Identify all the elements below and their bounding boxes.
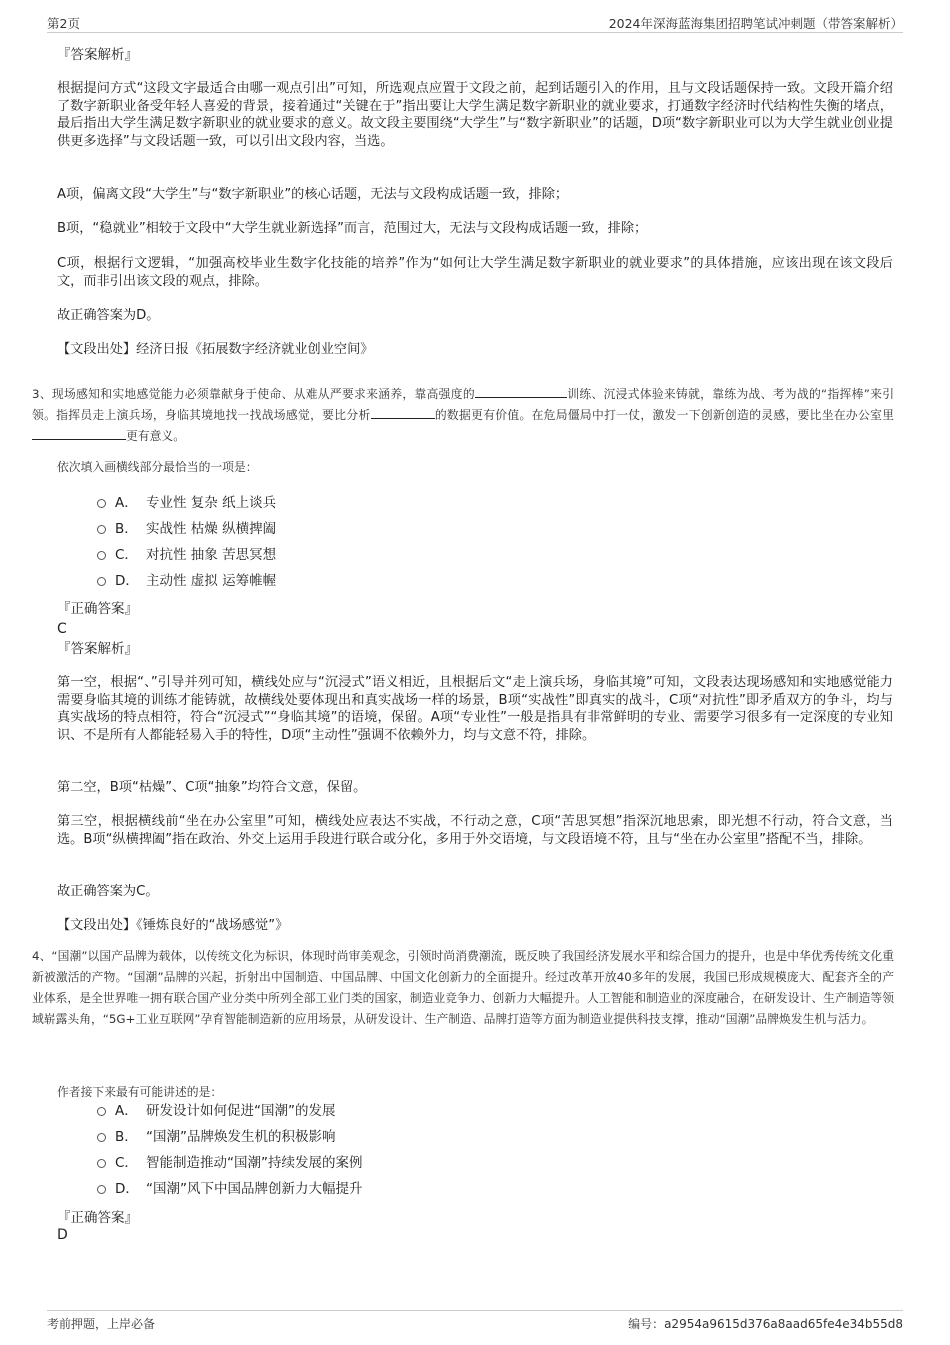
option-letter: A． (115, 1103, 138, 1119)
option-letter: B． (115, 521, 138, 537)
q3-answer-label: 『正确答案』 (57, 601, 138, 617)
page-number: 第2页 (47, 16, 80, 31)
radio-button[interactable] (97, 1159, 106, 1168)
option-text: 专业性 复杂 纸上谈兵 (146, 495, 277, 511)
q3-stem-part-b: 训练、沉浸式体验来铸就，靠练为战、考为战的“指挥棒”来引领。指挥员走上演兵场，身临其境地找一找战场感觉，要比分析 (32, 387, 894, 422)
option-letter: C． (115, 547, 138, 563)
radio-button[interactable] (97, 499, 106, 508)
q4-prompt: 作者接下来最有可能讲述的是： (57, 1085, 223, 1099)
page-footer (47, 1310, 903, 1335)
radio-button[interactable] (97, 525, 106, 534)
q3-source: 【文段出处】《锤炼良好的“战场感觉”》 (57, 918, 289, 933)
q2-source: 【文段出处】经济日报《拓展数字经济就业创业空间》 (57, 342, 374, 357)
radio-button[interactable] (97, 1107, 106, 1116)
option-text: “国潮”风下中国品牌创新力大幅提升 (146, 1181, 363, 1197)
q2-analysis-label: 『答案解析』 (57, 47, 138, 63)
code-label: 编号： (628, 1317, 665, 1331)
q3-conclusion: 故正确答案为C。 (57, 884, 159, 899)
option-text: 智能制造推动“国潮”持续发展的案例 (146, 1155, 363, 1171)
q3-analysis-blank-3: 第三空，根据横线前“坐在办公室里”可知，横线处应表达不实战，不行动之意，C项“苦思冥想”指深沉地思索，即光想不行动，符合文意，当选。B项“纵横捭阖”指在政治、外交上运用手段进行联合或分化，多用于外交语境，与文段语境不符，且与“坐在办公室里”搭配不当，排除。 (57, 814, 893, 847)
q2-option-c-explanation: C项，根据行文逻辑，“加强高校毕业生数字化技能的培养”作为“如何让大学生满足数字新职业的就业要求”的具体措施，应该出现在该文段后文，而非引出该文段的观点，排除。 (57, 256, 893, 289)
option-letter: D． (115, 1181, 139, 1197)
q2-option-a-explanation: A项，偏离文段“大学生”与“数字新职业”的核心话题，无法与文段构成话题一致，排除； (57, 187, 569, 202)
page-header (47, 12, 903, 33)
q3-prompt: 依次填入画横线部分最恰当的一项是： (57, 460, 258, 474)
q2-conclusion: 故正确答案为D。 (57, 308, 160, 323)
q2-option-b-explanation: B项，“稳就业”相较于文段中“大学生就业新选择”而言，范围过大，无法与文段构成话题一致，排除； (57, 221, 648, 236)
option-letter: A． (115, 495, 138, 511)
document-code (628, 1315, 903, 1332)
q3-blank-2 (371, 405, 435, 419)
document-title: 2024年深海蓝海集团招聘笔试冲刺题（带答案解析） (608, 16, 903, 31)
q3-blank-3 (32, 426, 126, 440)
q3-blank-1 (475, 384, 567, 398)
q3-stem-part-d: 更有意义。 (126, 429, 185, 443)
footer-slogan: 考前押题，上岸必备 (47, 1317, 156, 1331)
q3-stem (32, 384, 894, 447)
q3-analysis-blank-2: 第二空，B项“枯燥”、C项“抽象”均符合文意，保留。 (57, 780, 367, 795)
q3-stem-part-c: 的数据更有价值。在危局僵局中打一仗，激发一下创新创造的灵感，要比坐在办公室里 (434, 408, 894, 422)
q4-answer-label: 『正确答案』 (57, 1210, 138, 1226)
q3-analysis-blank-1: 第一空，根据“、”引导并列可知，横线处应与“沉浸式”语义相近，且根据后文“走上演兵场，身临其境”可知，文段表达现场感知和实地感觉能力需要身临其境的训练才能铸就，故横线处要体现出和真实战场一样的场景，B项“实战性”即真实的战斗，C项“对抗性”即矛盾双方的争斗，均与真实战场的特点相符，符合“沉浸式”“身临其境”的语境，保留。A项“专业性”一般是指具有非常鲜明的专业、需要学习很多有一定深度的专业知识、不是所有人都能轻易入手的特性，D项“主动性”强调不依赖外力，均与文意不符，排除。 (57, 675, 893, 743)
q4-stem: 4、“国潮”以国产品牌为载体，以传统文化为标识，体现时尚审美观念，引领时尚消费潮流，既反映了我国经济发展水平和综合国力的提升，也是中华优秀传统文化重新被激活的产物。“国潮”品牌的兴起，折射出中国制造、中国品牌、中国文化创新力的全面提升。经过改革开放40多年的发展，我国已形成规模庞大、配套齐全的产业体系，是全世界唯一拥有联合国产业分类中所列全部工业门类的国家，制造业竞争力、创新力大幅提升。人工智能和制造业的深度融合，在研发设计、生产制造等领域崭露头角，“5G+工业互联网”孕育智能制造新的应用场景，从研发设计、生产制造、品牌打造等方面为制造业提供科技支撑，推动“国潮”品牌焕发生机与活力。 (32, 949, 894, 1026)
option-letter: C． (115, 1155, 138, 1171)
q4-answer: D (57, 1227, 68, 1243)
radio-button[interactable] (97, 577, 106, 586)
code-value: a2954a9615d376a8aad65fe4e34b55d8 (664, 1317, 903, 1331)
radio-button[interactable] (97, 1185, 106, 1194)
option-letter: D． (115, 573, 139, 589)
option-text: “国潮”品牌焕发生机的积极影响 (146, 1129, 336, 1145)
q2-analysis-paragraph: 根据提问方式“这段文字最适合由哪一观点引出”可知，所选观点应置于文段之前，起到话题引入的作用，且与文段话题保持一致。文段开篇介绍了数字新职业备受年轻人喜爱的背景，接着通过“关键在于”指出要让大学生满足数字新职业的就业要求，打通数字经济时代结构性失衡的堵点，最后指出大学生满足数字新职业的就业要求的意义。故文段主要围绕“大学生”与“数字新职业”的话题，D项“数字新职业可以为大学生就业创业提供更多选择”与文段话题一致，可以引出文段内容，当选。 (57, 81, 893, 149)
radio-button[interactable] (97, 1133, 106, 1142)
q3-answer: C (57, 621, 67, 637)
option-letter: B． (115, 1129, 138, 1145)
q3-stem-part-a: 3、现场感知和实地感觉能力必须靠献身于使命、从难从严要求来涵养，靠高强度的 (32, 387, 475, 401)
q3-analysis-label: 『答案解析』 (57, 641, 138, 657)
radio-button[interactable] (97, 551, 106, 560)
option-text: 对抗性 抽象 苦思冥想 (146, 547, 277, 563)
option-text: 研发设计如何促进“国潮”的发展 (146, 1103, 336, 1119)
option-text: 实战性 枯燥 纵横捭阖 (146, 521, 277, 537)
option-text: 主动性 虚拟 运筹帷幄 (146, 573, 277, 589)
